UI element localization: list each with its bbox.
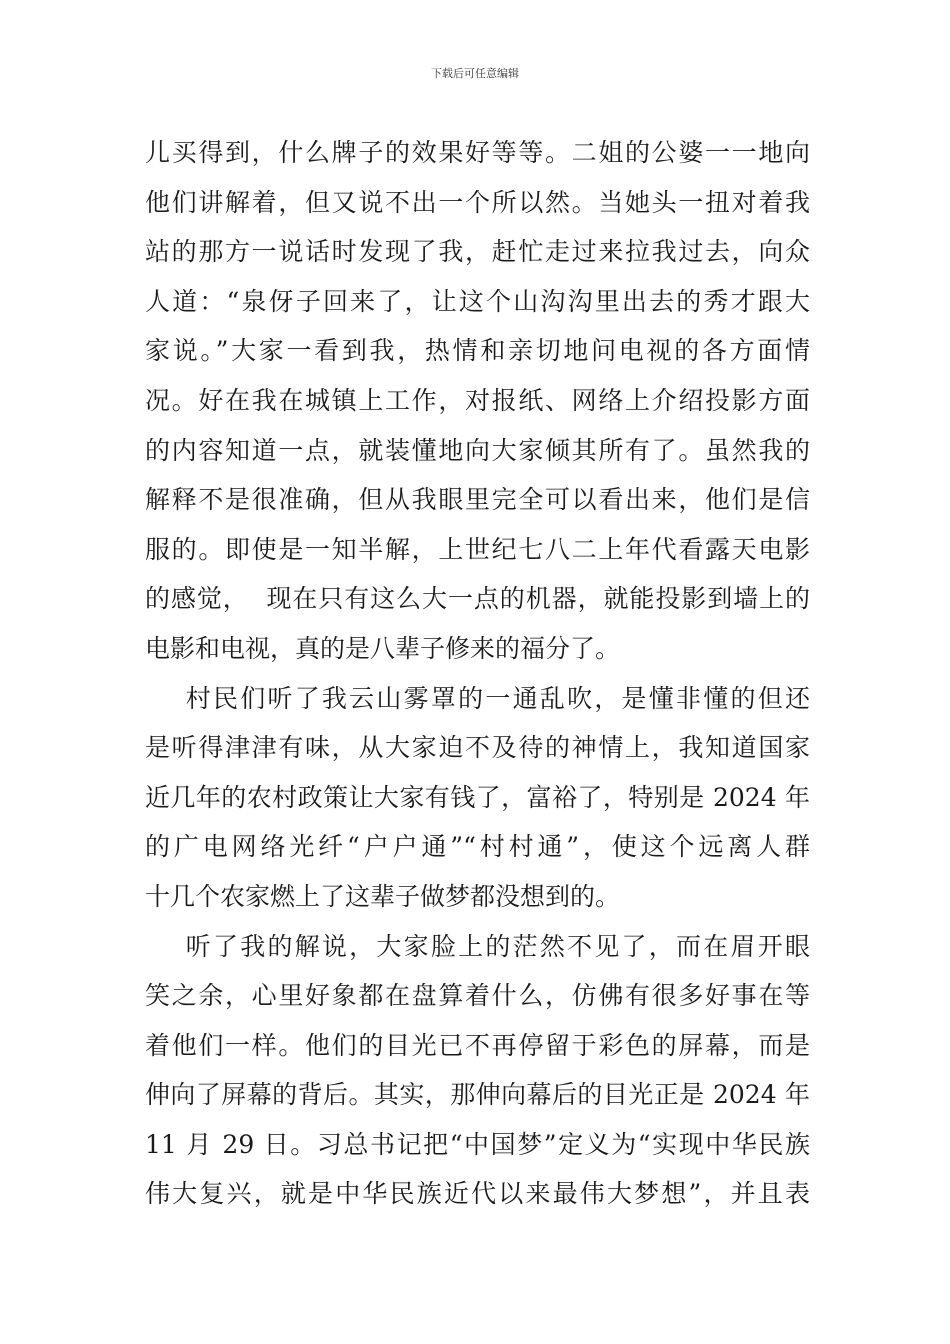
text-line: 况。好在我在城镇上工作，对报纸、网络上介绍投影方面 <box>145 385 810 415</box>
page-header: 下载后可任意编辑 <box>431 67 519 80</box>
text-line: 伸向了屏幕的背后。其实，那伸向幕后的目光正是 2024 年 <box>145 1080 810 1110</box>
text-line: 村民们听了我云山雾罩的一通乱吹，是懂非懂的但还 <box>145 683 810 713</box>
text-line: 11 月 29 日。习总书记把“中国梦”定义为“实现中华民族 <box>145 1129 810 1159</box>
text-line: 近几年的农村政策让大家有钱了，富裕了，特别是 2024 年 <box>145 782 810 812</box>
paragraph <box>145 674 810 922</box>
text-line: 的感觉， 现在只有这么大一点的机器，就能投影到墙上的 <box>145 584 810 614</box>
text-line: 儿买得到，什么牌子的效果好等等。二姐的公婆一一地向 <box>145 138 810 167</box>
paragraph <box>145 128 810 674</box>
text-line: 他们讲解着，但又说不出一个所以然。当她头一扭对着我 <box>145 187 810 217</box>
text-line: 服的。即使是一知半解，上世纪七八二上年代看露天电影 <box>145 534 810 564</box>
text-line: 是听得津津有味，从大家迫不及待的神情上，我知道国家 <box>145 733 810 763</box>
text-line: 电影和电视，真的是八辈子修来的福分了。 <box>145 633 621 663</box>
text-line: 听了我的解说，大家脸上的茫然不见了，而在眉开眼 <box>145 931 810 961</box>
text-line: 十几个农家燃上了这辈子做梦都没想到的。 <box>145 881 621 911</box>
text-line: 站的那方一说话时发现了我，赶忙走过来拉我过去，向众 <box>145 237 810 267</box>
text-line: 人道：“泉伢子回来了，让这个山沟沟里出去的秀才跟大 <box>145 286 810 316</box>
text-line: 家说。”大家一看到我，热情和亲切地问电视的各方面情 <box>145 336 810 366</box>
document-body <box>145 128 810 1219</box>
text-line: 解释不是很准确，但从我眼里完全可以看出来，他们是信 <box>145 485 810 515</box>
text-line: 的广电网络光纤“户户通”“村村通”，使这个远离人群 <box>145 832 810 862</box>
paragraph <box>145 922 810 1220</box>
text-line: 着他们一样。他们的目光已不再停留于彩色的屏幕，而是 <box>145 1030 810 1060</box>
text-line: 伟大复兴，就是中华民族近代以来最伟大梦想”，并且表 <box>145 1179 810 1209</box>
text-line: 笑之余，心里好象都在盘算着什么，仿佛有很多好事在等 <box>145 981 810 1011</box>
text-line: 的内容知道一点，就装懂地向大家倾其所有了。虽然我的 <box>145 435 810 465</box>
